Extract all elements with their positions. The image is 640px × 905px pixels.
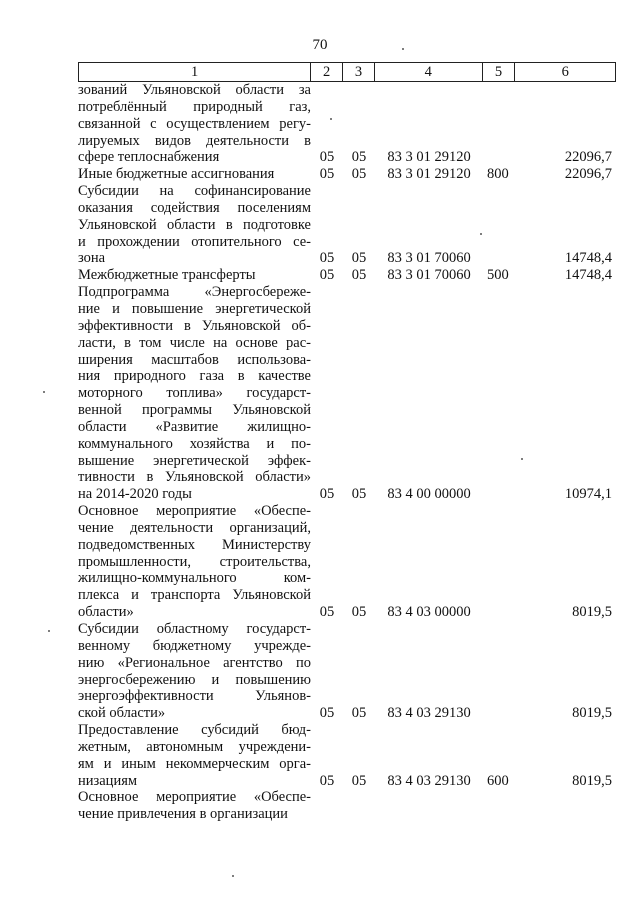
description-line: связанной с осуществлением регу- [78, 115, 311, 132]
subsection-code: 05 [351, 486, 367, 503]
section-code: 05 [319, 772, 335, 789]
description-line: Иные бюджетные ассигнования [78, 166, 275, 183]
description-line: области «Развитие жилищно- [78, 418, 311, 435]
description-line: оказания содействия поселениям [78, 199, 311, 216]
description-line: Ульяновской области в подготовке [78, 216, 311, 233]
table-header [78, 62, 616, 82]
description-line: жетным, автономным учреждени- [78, 738, 311, 755]
description-line: вышение энергетической эффек- [78, 452, 311, 469]
description-line: нию «Региональное агентство по [78, 654, 311, 671]
row-description [78, 503, 311, 621]
description-line: подведомственных Министерству [78, 536, 311, 553]
page-number: 70 [312, 37, 328, 53]
row-description [78, 722, 311, 789]
column-header: 1 [79, 63, 311, 81]
amount: 22096,7 [564, 149, 612, 166]
scan-speck [232, 875, 234, 877]
description-line: потреблённый природный газ, [78, 98, 311, 115]
table-row [78, 284, 616, 503]
expense-type-code: 500 [487, 267, 509, 284]
description-line: зона [78, 250, 106, 267]
description-line: Субсидии областному государст- [78, 621, 311, 637]
section-code: 05 [319, 166, 335, 183]
description-line: низациям [78, 772, 138, 789]
subsection-code: 05 [351, 250, 367, 267]
description-line: моторного топлива» государст- [78, 385, 311, 402]
table-row [78, 82, 616, 166]
amount: 14748,4 [564, 267, 612, 284]
subsection-code: 05 [351, 166, 367, 183]
scan-speck [480, 233, 482, 235]
description-line: тивности в Ульяновской области» [78, 469, 311, 486]
table-row [78, 621, 616, 722]
description-line: Субсидии на софинансирование [78, 183, 311, 200]
description-line: энергосбережению и повышению [78, 671, 311, 688]
subsection-code: 05 [351, 267, 367, 284]
table-row [78, 166, 616, 183]
description-line: ласти, в том числе на основе рас- [78, 334, 311, 351]
table-body [78, 82, 616, 823]
description-line: ской области» [78, 705, 166, 722]
row-description [78, 621, 311, 722]
description-line: плекса и транспорта Ульяновской [78, 587, 311, 604]
table-row [78, 503, 616, 621]
description-line: венному бюджетному учрежде- [78, 637, 311, 654]
target-article-code: 83 3 01 70060 [387, 250, 471, 267]
description-line: чение привлечения в организации [78, 806, 288, 823]
scan-speck [48, 630, 50, 632]
description-line: венной программы Ульяновской [78, 402, 311, 419]
description-line: сфере теплоснабжения [78, 149, 220, 166]
amount: 14748,4 [564, 250, 612, 267]
description-line: ние и повышение энергетической [78, 300, 311, 317]
description-line: Основное мероприятие «Обеспе- [78, 503, 311, 520]
target-article-code: 83 3 01 29120 [387, 149, 471, 166]
column-header: 6 [561, 63, 569, 80]
amount: 8019,5 [572, 772, 612, 789]
description-line: Предоставление субсидий бюд- [78, 722, 311, 739]
row-description [78, 82, 311, 166]
subsection-code: 05 [351, 772, 367, 789]
description-line: области» [78, 604, 134, 621]
scan-speck [402, 48, 404, 50]
description-line: Подпрограмма «Энергосбереже- [78, 284, 311, 301]
section-code: 05 [319, 149, 335, 166]
subsection-code: 05 [351, 604, 367, 621]
table-row [78, 183, 616, 267]
description-line: чение деятельности организаций, [78, 519, 311, 536]
section-code: 05 [319, 250, 335, 267]
column-header: 3 [343, 63, 375, 81]
table-row [78, 267, 616, 284]
column-header: 4 [375, 63, 483, 81]
description-line: ям и иным некоммерческим орга- [78, 755, 311, 772]
row-description [78, 166, 311, 183]
row-description [78, 183, 311, 267]
description-line: энергоэффективности Ульянов- [78, 688, 311, 705]
description-line: эффективности в Ульяновской об- [78, 317, 311, 334]
description-line: и прохождении отопительного се- [78, 233, 311, 250]
target-article-code: 83 4 00 00000 [387, 486, 471, 503]
description-line: на 2014-2020 годы [78, 486, 192, 503]
section-code: 05 [319, 267, 335, 284]
column-header: 2 [311, 63, 343, 81]
description-line: Основное мероприятие «Обеспе- [78, 789, 311, 806]
target-article-code: 83 4 03 29130 [387, 772, 471, 789]
table-row [78, 722, 616, 789]
scan-speck [330, 118, 332, 120]
target-article-code: 83 4 03 29130 [387, 705, 471, 722]
section-code: 05 [319, 705, 335, 722]
description-line: коммунального хозяйства и по- [78, 435, 311, 452]
amount: 10974,1 [564, 486, 612, 503]
table-row [78, 789, 616, 823]
row-description [78, 267, 311, 284]
subsection-code: 05 [351, 705, 367, 722]
description-line: промышленности, строительства, [78, 553, 311, 570]
amount: 22096,7 [564, 166, 612, 183]
subsection-code: 05 [351, 149, 367, 166]
amount: 8019,5 [572, 705, 612, 722]
column-header: 5 [483, 63, 516, 81]
description-line: зований Ульяновской области за [78, 82, 311, 98]
row-description [78, 284, 311, 503]
description-line: ния природного газа в качестве [78, 368, 311, 385]
scan-speck [43, 391, 45, 393]
expense-type-code: 600 [487, 772, 509, 789]
section-code: 05 [319, 604, 335, 621]
expense-type-code: 800 [487, 166, 509, 183]
target-article-code: 83 3 01 29120 [387, 166, 471, 183]
amount: 8019,5 [572, 604, 612, 621]
section-code: 05 [319, 486, 335, 503]
target-article-code: 83 3 01 70060 [387, 267, 471, 284]
description-line: жилищно-коммунального ком- [78, 570, 311, 587]
description-line: лируемых видов деятельности в [78, 132, 311, 149]
scan-speck [521, 458, 523, 460]
row-description [78, 789, 311, 823]
description-line: Межбюджетные трансферты [78, 267, 256, 284]
target-article-code: 83 4 03 00000 [387, 604, 471, 621]
description-line: ширения масштабов использова- [78, 351, 311, 368]
budget-table [78, 62, 616, 823]
